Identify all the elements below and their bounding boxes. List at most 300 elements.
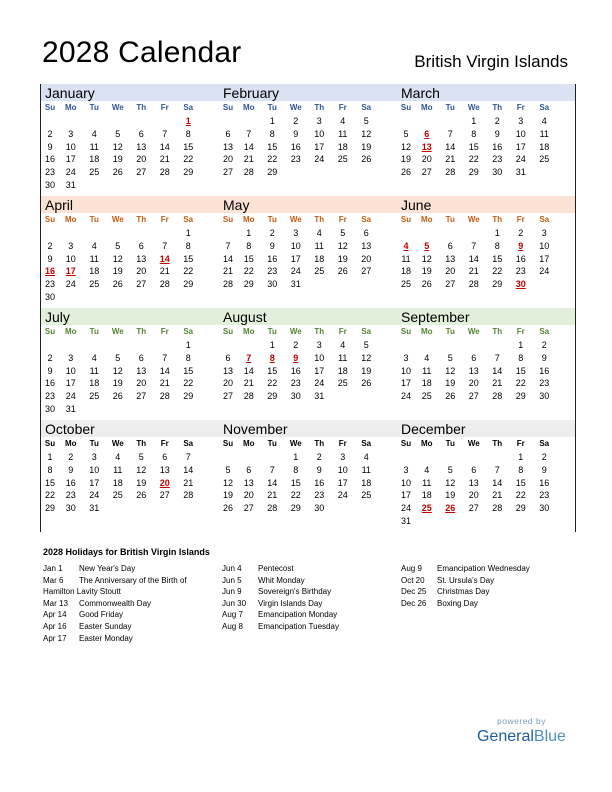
day-cell[interactable]: 1 [494,228,500,238]
day-cell[interactable]: 21 [492,378,503,389]
day-cell[interactable]: 28 [159,167,170,178]
day-cell[interactable]: 20 [136,154,147,165]
day-cell[interactable]: 23 [539,378,550,389]
day-cell[interactable]: 19 [112,266,123,277]
day-cell[interactable]: 21 [267,490,278,501]
day-cell[interactable]: 2 [269,228,275,238]
day-cell[interactable]: 5 [138,452,144,462]
holiday-day-cell[interactable]: 26 [445,503,456,514]
day-cell[interactable]: 7 [162,352,168,363]
day-cell[interactable]: 28 [243,167,254,178]
day-cell[interactable]: 14 [183,464,194,475]
day-cell[interactable]: 3 [68,128,74,139]
day-cell[interactable]: 11 [338,352,348,363]
day-cell[interactable]: 26 [337,266,348,277]
day-cell[interactable]: 19 [361,141,372,152]
day-cell[interactable]: 12 [112,141,123,152]
day-cell[interactable]: 17 [89,477,100,488]
day-cell[interactable]: 13 [361,240,372,251]
day-cell[interactable]: 11 [422,477,432,488]
day-cell[interactable]: 25 [400,279,411,290]
day-cell[interactable]: 5 [115,352,121,363]
day-cell[interactable]: 18 [400,266,411,277]
day-cell[interactable]: 18 [421,378,432,389]
day-cell[interactable]: 8 [518,352,524,363]
day-cell[interactable]: 14 [468,253,479,264]
day-cell[interactable]: 14 [492,477,503,488]
day-cell[interactable]: 10 [65,365,76,376]
day-cell[interactable]: 1 [185,228,191,238]
day-cell[interactable]: 9 [47,365,53,376]
day-cell[interactable]: 4 [91,128,97,139]
day-cell[interactable]: 16 [65,477,76,488]
day-cell[interactable]: 23 [515,266,526,277]
day-cell[interactable]: 28 [267,503,278,514]
day-cell[interactable]: 12 [112,253,123,264]
day-cell[interactable]: 18 [421,490,432,501]
day-cell[interactable]: 20 [136,378,147,389]
day-cell[interactable]: 8 [246,240,252,251]
day-cell[interactable]: 14 [492,365,503,376]
day-cell[interactable]: 5 [363,116,369,126]
day-cell[interactable]: 3 [91,452,97,462]
day-cell[interactable]: 17 [539,253,550,264]
day-cell[interactable]: 26 [361,378,372,389]
day-cell[interactable]: 29 [243,279,254,290]
day-cell[interactable]: 20 [468,490,479,501]
day-cell[interactable]: 22 [515,378,526,389]
day-cell[interactable]: 29 [515,503,526,514]
day-cell[interactable]: 29 [183,279,194,290]
day-cell[interactable]: 8 [518,464,524,475]
day-cell[interactable]: 20 [136,266,147,277]
holiday-day-cell[interactable]: 5 [424,240,430,251]
day-cell[interactable]: 23 [314,490,325,501]
day-cell[interactable]: 20 [468,378,479,389]
day-cell[interactable]: 25 [314,266,325,277]
day-cell[interactable]: 28 [159,391,170,402]
day-cell[interactable]: 4 [316,228,322,238]
day-cell[interactable]: 1 [518,340,524,350]
day-cell[interactable]: 24 [65,167,76,178]
day-cell[interactable]: 5 [225,464,231,475]
day-cell[interactable]: 22 [44,490,55,501]
day-cell[interactable]: 16 [515,253,526,264]
holiday-day-cell[interactable]: 16 [44,266,55,277]
day-cell[interactable]: 2 [68,452,74,462]
day-cell[interactable]: 19 [337,253,348,264]
day-cell[interactable]: 7 [225,240,231,251]
day-cell[interactable]: 11 [539,128,549,139]
day-cell[interactable]: 18 [89,378,100,389]
day-cell[interactable]: 25 [89,167,100,178]
day-cell[interactable]: 24 [65,279,76,290]
day-cell[interactable]: 8 [269,128,275,139]
day-cell[interactable]: 14 [243,365,254,376]
day-cell[interactable]: 9 [47,253,53,264]
day-cell[interactable]: 25 [337,378,348,389]
day-cell[interactable]: 22 [183,378,194,389]
day-cell[interactable]: 12 [421,253,432,264]
day-cell[interactable]: 6 [447,240,453,251]
day-cell[interactable]: 30 [539,503,550,514]
day-cell[interactable]: 10 [515,128,526,139]
day-cell[interactable]: 7 [494,352,500,363]
day-cell[interactable]: 6 [363,228,369,238]
day-cell[interactable]: 10 [314,352,325,363]
day-cell[interactable]: 23 [492,154,503,165]
day-cell[interactable]: 12 [136,464,147,475]
day-cell[interactable]: 24 [539,266,550,277]
day-cell[interactable]: 13 [222,141,233,152]
day-cell[interactable]: 15 [243,253,254,264]
day-cell[interactable]: 31 [314,391,325,402]
day-cell[interactable]: 24 [400,503,411,514]
day-cell[interactable]: 4 [91,352,97,363]
day-cell[interactable]: 12 [337,240,348,251]
day-cell[interactable]: 25 [89,391,100,402]
day-cell[interactable]: 11 [338,128,348,139]
day-cell[interactable]: 30 [44,179,55,190]
day-cell[interactable]: 29 [468,167,479,178]
day-cell[interactable]: 28 [243,391,254,402]
day-cell[interactable]: 21 [222,266,233,277]
day-cell[interactable]: 14 [267,477,278,488]
day-cell[interactable]: 2 [494,116,500,126]
day-cell[interactable]: 31 [65,403,76,414]
day-cell[interactable]: 12 [222,477,233,488]
day-cell[interactable]: 29 [290,503,301,514]
day-cell[interactable]: 16 [290,141,301,152]
day-cell[interactable]: 26 [400,167,411,178]
day-cell[interactable]: 17 [290,253,301,264]
day-cell[interactable]: 31 [400,515,411,526]
day-cell[interactable]: 25 [539,154,550,165]
day-cell[interactable]: 27 [222,167,233,178]
day-cell[interactable]: 29 [492,279,503,290]
day-cell[interactable]: 15 [515,365,526,376]
day-cell[interactable]: 17 [337,477,348,488]
day-cell[interactable]: 20 [445,266,456,277]
day-cell[interactable]: 12 [361,352,372,363]
day-cell[interactable]: 7 [269,464,275,475]
day-cell[interactable]: 3 [518,116,524,126]
day-cell[interactable]: 2 [47,352,53,363]
day-cell[interactable]: 13 [136,365,147,376]
day-cell[interactable]: 9 [541,352,547,363]
day-cell[interactable]: 18 [337,141,348,152]
day-cell[interactable]: 30 [539,391,550,402]
day-cell[interactable]: 16 [267,253,278,264]
day-cell[interactable]: 23 [44,391,55,402]
day-cell[interactable]: 22 [468,154,479,165]
day-cell[interactable]: 28 [183,490,194,501]
day-cell[interactable]: 1 [185,340,191,350]
day-cell[interactable]: 7 [246,128,252,139]
day-cell[interactable]: 1 [269,116,275,126]
day-cell[interactable]: 15 [492,253,503,264]
day-cell[interactable]: 11 [89,141,99,152]
day-cell[interactable]: 25 [337,154,348,165]
day-cell[interactable]: 18 [314,253,325,264]
holiday-day-cell[interactable]: 1 [185,116,191,126]
day-cell[interactable]: 9 [494,128,500,139]
day-cell[interactable]: 23 [44,167,55,178]
day-cell[interactable]: 9 [293,128,299,139]
day-cell[interactable]: 16 [290,365,301,376]
day-cell[interactable]: 22 [267,154,278,165]
day-cell[interactable]: 21 [243,154,254,165]
day-cell[interactable]: 2 [47,128,53,139]
day-cell[interactable]: 19 [112,154,123,165]
day-cell[interactable]: 17 [65,154,76,165]
day-cell[interactable]: 16 [492,141,503,152]
day-cell[interactable]: 4 [424,464,430,475]
day-cell[interactable]: 28 [492,503,503,514]
day-cell[interactable]: 24 [337,490,348,501]
day-cell[interactable]: 13 [445,253,456,264]
day-cell[interactable]: 7 [162,240,168,251]
day-cell[interactable]: 29 [515,391,526,402]
day-cell[interactable]: 19 [421,266,432,277]
day-cell[interactable]: 12 [112,365,123,376]
day-cell[interactable]: 3 [403,352,409,363]
day-cell[interactable]: 3 [403,464,409,475]
day-cell[interactable]: 10 [400,365,411,376]
day-cell[interactable]: 22 [183,266,194,277]
day-cell[interactable]: 29 [183,391,194,402]
day-cell[interactable]: 30 [267,279,278,290]
day-cell[interactable]: 2 [293,116,299,126]
day-cell[interactable]: 5 [447,352,453,363]
day-cell[interactable]: 21 [159,266,170,277]
day-cell[interactable]: 18 [337,365,348,376]
day-cell[interactable]: 11 [401,253,411,264]
day-cell[interactable]: 22 [183,154,194,165]
day-cell[interactable]: 21 [492,490,503,501]
day-cell[interactable]: 23 [290,154,301,165]
holiday-day-cell[interactable]: 14 [159,253,170,264]
day-cell[interactable]: 23 [65,490,76,501]
day-cell[interactable]: 2 [541,340,547,350]
day-cell[interactable]: 13 [468,477,479,488]
day-cell[interactable]: 13 [159,464,170,475]
day-cell[interactable]: 1 [518,452,524,462]
day-cell[interactable]: 20 [243,490,254,501]
day-cell[interactable]: 31 [65,179,76,190]
day-cell[interactable]: 15 [267,141,278,152]
day-cell[interactable]: 7 [162,128,168,139]
day-cell[interactable]: 2 [47,240,53,251]
day-cell[interactable]: 23 [290,378,301,389]
day-cell[interactable]: 28 [468,279,479,290]
day-cell[interactable]: 3 [340,452,346,462]
day-cell[interactable]: 5 [115,128,121,139]
day-cell[interactable]: 24 [89,490,100,501]
day-cell[interactable]: 4 [424,352,430,363]
day-cell[interactable]: 12 [445,477,456,488]
day-cell[interactable]: 13 [136,141,147,152]
holiday-day-cell[interactable]: 30 [515,279,526,290]
day-cell[interactable]: 13 [136,253,147,264]
day-cell[interactable]: 1 [269,340,275,350]
day-cell[interactable]: 8 [494,240,500,251]
holiday-day-cell[interactable]: 13 [421,141,432,152]
day-cell[interactable]: 15 [290,477,301,488]
holiday-day-cell[interactable]: 6 [424,128,430,139]
day-cell[interactable]: 24 [65,391,76,402]
day-cell[interactable]: 1 [471,116,477,126]
day-cell[interactable]: 7 [185,452,191,462]
day-cell[interactable]: 5 [363,340,369,350]
day-cell[interactable]: 18 [112,477,123,488]
day-cell[interactable]: 19 [445,378,456,389]
day-cell[interactable]: 14 [222,253,233,264]
day-cell[interactable]: 13 [468,365,479,376]
day-cell[interactable]: 25 [421,391,432,402]
day-cell[interactable]: 14 [159,365,170,376]
day-cell[interactable]: 27 [468,391,479,402]
day-cell[interactable]: 30 [314,503,325,514]
day-cell[interactable]: 30 [44,403,55,414]
day-cell[interactable]: 23 [267,266,278,277]
day-cell[interactable]: 26 [112,167,123,178]
holiday-day-cell[interactable]: 4 [403,240,409,251]
day-cell[interactable]: 4 [541,116,547,126]
day-cell[interactable]: 3 [541,228,547,238]
day-cell[interactable]: 10 [539,240,550,251]
day-cell[interactable]: 6 [471,352,477,363]
day-cell[interactable]: 7 [447,128,453,139]
day-cell[interactable]: 12 [361,128,372,139]
day-cell[interactable]: 15 [183,365,194,376]
day-cell[interactable]: 26 [136,490,147,501]
day-cell[interactable]: 24 [314,378,325,389]
generalblue-logo[interactable] [477,716,566,746]
day-cell[interactable]: 28 [445,167,456,178]
holiday-day-cell[interactable]: 17 [65,266,76,277]
day-cell[interactable]: 21 [445,154,456,165]
day-cell[interactable]: 13 [222,365,233,376]
day-cell[interactable]: 26 [112,279,123,290]
day-cell[interactable]: 24 [314,154,325,165]
day-cell[interactable]: 18 [361,477,372,488]
day-cell[interactable]: 22 [243,266,254,277]
day-cell[interactable]: 19 [400,154,411,165]
day-cell[interactable]: 7 [494,464,500,475]
day-cell[interactable]: 7 [471,240,477,251]
day-cell[interactable]: 30 [492,167,503,178]
day-cell[interactable]: 2 [316,452,322,462]
day-cell[interactable]: 4 [363,452,369,462]
day-cell[interactable]: 30 [290,391,301,402]
day-cell[interactable]: 11 [113,464,123,475]
day-cell[interactable]: 15 [183,141,194,152]
day-cell[interactable]: 9 [316,464,322,475]
day-cell[interactable]: 27 [361,266,372,277]
day-cell[interactable]: 10 [89,464,100,475]
day-cell[interactable]: 10 [65,253,76,264]
day-cell[interactable]: 8 [185,352,191,363]
day-cell[interactable]: 17 [65,378,76,389]
day-cell[interactable]: 21 [468,266,479,277]
day-cell[interactable]: 18 [89,266,100,277]
day-cell[interactable]: 9 [269,240,275,251]
day-cell[interactable]: 8 [471,128,477,139]
day-cell[interactable]: 2 [518,228,524,238]
day-cell[interactable]: 29 [44,503,55,514]
day-cell[interactable]: 10 [337,464,348,475]
day-cell[interactable]: 31 [89,503,100,514]
day-cell[interactable]: 23 [539,490,550,501]
day-cell[interactable]: 4 [340,116,346,126]
day-cell[interactable]: 25 [361,490,372,501]
day-cell[interactable]: 16 [44,154,55,165]
day-cell[interactable]: 4 [115,452,121,462]
day-cell[interactable]: 27 [468,503,479,514]
day-cell[interactable]: 25 [112,490,123,501]
day-cell[interactable]: 16 [44,378,55,389]
day-cell[interactable]: 27 [222,391,233,402]
day-cell[interactable]: 6 [225,352,231,363]
day-cell[interactable]: 22 [515,490,526,501]
day-cell[interactable]: 16 [539,365,550,376]
day-cell[interactable]: 28 [159,279,170,290]
day-cell[interactable]: 26 [222,503,233,514]
day-cell[interactable]: 29 [267,391,278,402]
holiday-day-cell[interactable]: 9 [518,240,524,251]
day-cell[interactable]: 10 [314,128,325,139]
day-cell[interactable]: 8 [185,128,191,139]
day-cell[interactable]: 12 [445,365,456,376]
holiday-day-cell[interactable]: 8 [269,352,275,363]
day-cell[interactable]: 22 [492,266,503,277]
day-cell[interactable]: 8 [185,240,191,251]
day-cell[interactable]: 5 [340,228,346,238]
holiday-day-cell[interactable]: 20 [159,477,170,488]
day-cell[interactable]: 3 [68,240,74,251]
day-cell[interactable]: 9 [47,141,53,152]
day-cell[interactable]: 5 [403,128,409,139]
day-cell[interactable]: 27 [136,167,147,178]
day-cell[interactable]: 8 [47,464,53,475]
day-cell[interactable]: 21 [183,477,194,488]
day-cell[interactable]: 17 [314,365,325,376]
day-cell[interactable]: 11 [361,464,371,475]
day-cell[interactable]: 3 [68,352,74,363]
day-cell[interactable]: 6 [138,240,144,251]
day-cell[interactable]: 22 [290,490,301,501]
day-cell[interactable]: 16 [314,477,325,488]
day-cell[interactable]: 10 [400,477,411,488]
day-cell[interactable]: 11 [314,240,324,251]
day-cell[interactable]: 26 [445,391,456,402]
day-cell[interactable]: 27 [421,167,432,178]
day-cell[interactable]: 15 [183,253,194,264]
holiday-day-cell[interactable]: 7 [246,352,252,363]
day-cell[interactable]: 21 [243,378,254,389]
day-cell[interactable]: 27 [136,279,147,290]
day-cell[interactable]: 20 [222,154,233,165]
day-cell[interactable]: 25 [89,279,100,290]
day-cell[interactable]: 30 [65,503,76,514]
day-cell[interactable]: 18 [539,141,550,152]
day-cell[interactable]: 23 [44,279,55,290]
day-cell[interactable]: 10 [65,141,76,152]
day-cell[interactable]: 3 [293,228,299,238]
day-cell[interactable]: 29 [267,167,278,178]
day-cell[interactable]: 31 [515,167,526,178]
